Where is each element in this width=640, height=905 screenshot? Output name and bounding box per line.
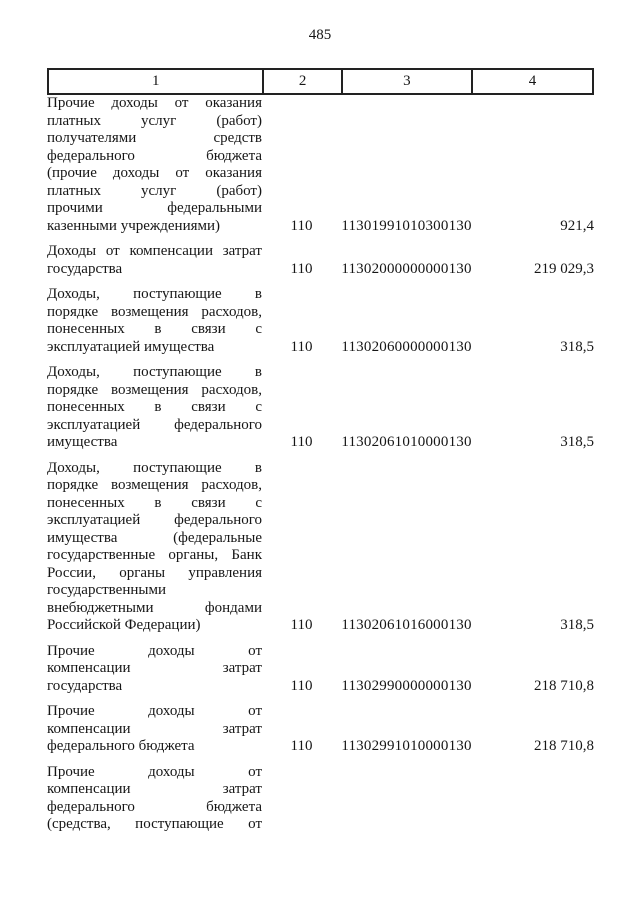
income-description	[47, 364, 262, 452]
header-col-2: 2	[262, 70, 340, 93]
income-description	[47, 95, 262, 235]
table-row	[47, 460, 594, 635]
income-description	[47, 703, 262, 756]
income-description	[47, 643, 262, 696]
description-line: федерального бюджета	[47, 147, 262, 164]
budget-income-table	[47, 68, 594, 834]
income-description	[47, 243, 262, 278]
description-line: федерального бюджета	[47, 738, 195, 754]
description-line: Прочие доходы от	[47, 763, 262, 780]
income-group-code: 110	[290, 677, 313, 694]
description-line: компенсации затрат	[47, 660, 262, 676]
description-line: государственными	[47, 582, 166, 598]
amount-value: 218 710,8	[534, 738, 594, 754]
budget-classification-code: 11301991010300130	[341, 217, 472, 234]
description-line: имущества (федеральные	[47, 529, 262, 546]
description-line: Российской Федерации)	[47, 617, 201, 633]
budget-classification-code: 11302991010000130	[341, 738, 472, 754]
amount-value: 921,4	[560, 217, 594, 234]
description-line: эксплуатацией федерального	[47, 512, 262, 528]
budget-classification-code: 11302000000000130	[341, 260, 472, 277]
income-description	[47, 460, 262, 635]
income-group-code: 110	[290, 738, 313, 754]
amount-value: 218 710,8	[534, 677, 594, 694]
description-line: Доходы от компенсации затрат	[47, 243, 262, 259]
description-line: компенсации затрат	[47, 720, 262, 737]
description-line: Прочие доходы от	[47, 642, 262, 659]
income-group-code: 110	[290, 434, 313, 450]
amount-value: 219 029,3	[534, 260, 594, 277]
description-line: понесенных в связи с	[47, 321, 262, 337]
table-row	[47, 243, 594, 278]
description-line: внебюджетными фондами	[47, 599, 262, 616]
income-description	[47, 286, 262, 356]
description-line: Доходы, поступающие в	[47, 459, 262, 476]
description-line: России, органы управления	[47, 564, 262, 581]
income-description	[47, 764, 262, 834]
table-row	[47, 764, 594, 834]
description-line: порядке возмещения расходов,	[47, 303, 262, 320]
header-col-3: 3	[341, 70, 471, 93]
description-line: имущества	[47, 434, 118, 450]
table-header-row	[47, 68, 594, 95]
income-group-code: 110	[290, 217, 313, 234]
description-line: понесенных в связи с	[47, 399, 262, 415]
income-group-code: 110	[290, 338, 313, 355]
table-row	[47, 643, 594, 696]
description-line: Прочие доходы от	[47, 703, 262, 719]
description-line: Доходы, поступающие в	[47, 286, 262, 302]
table-row	[47, 364, 594, 452]
description-line: эксплуатацией имущества	[47, 338, 215, 355]
amount-value: 318,5	[560, 338, 594, 355]
income-group-code: 110	[290, 260, 313, 277]
budget-classification-code: 11302060000000130	[341, 338, 472, 355]
budget-classification-code: 11302990000000130	[341, 677, 472, 694]
description-line: государства	[47, 260, 123, 277]
description-line: казенными учреждениями)	[47, 217, 221, 234]
description-line: (средства, поступающие от	[47, 816, 262, 832]
description-line: федерального бюджета	[47, 798, 262, 815]
table-body	[47, 95, 594, 834]
description-line: государственные органы, Банк	[47, 547, 262, 563]
header-col-1: 1	[151, 73, 160, 89]
header-col-4: 4	[471, 70, 592, 93]
table-row	[47, 703, 594, 756]
page-number: 485	[308, 27, 332, 43]
description-line: Прочие доходы от оказания	[47, 95, 262, 111]
description-line: государства	[47, 677, 123, 694]
description-line: понесенных в связи с	[47, 494, 262, 511]
description-line: прочими федеральными	[47, 200, 262, 216]
amount-value: 318,5	[560, 434, 594, 450]
description-line: Доходы, поступающие в	[47, 364, 262, 380]
budget-classification-code: 11302061016000130	[341, 617, 472, 633]
income-group-code: 110	[290, 617, 313, 633]
amount-value: 318,5	[560, 617, 594, 633]
table-row	[47, 286, 594, 356]
description-line: порядке возмещения расходов,	[47, 477, 262, 493]
description-line: эксплуатацией федерального	[47, 416, 262, 433]
table-row	[47, 95, 594, 235]
description-line: (прочие доходы от оказания	[47, 165, 262, 181]
description-line: платных услуг (работ)	[47, 112, 262, 129]
budget-classification-code: 11302061010000130	[341, 434, 472, 450]
description-line: порядке возмещения расходов,	[47, 381, 262, 398]
description-line: получателями средств	[47, 130, 262, 146]
description-line: компенсации затрат	[47, 781, 262, 797]
description-line: платных услуг (работ)	[47, 182, 262, 199]
